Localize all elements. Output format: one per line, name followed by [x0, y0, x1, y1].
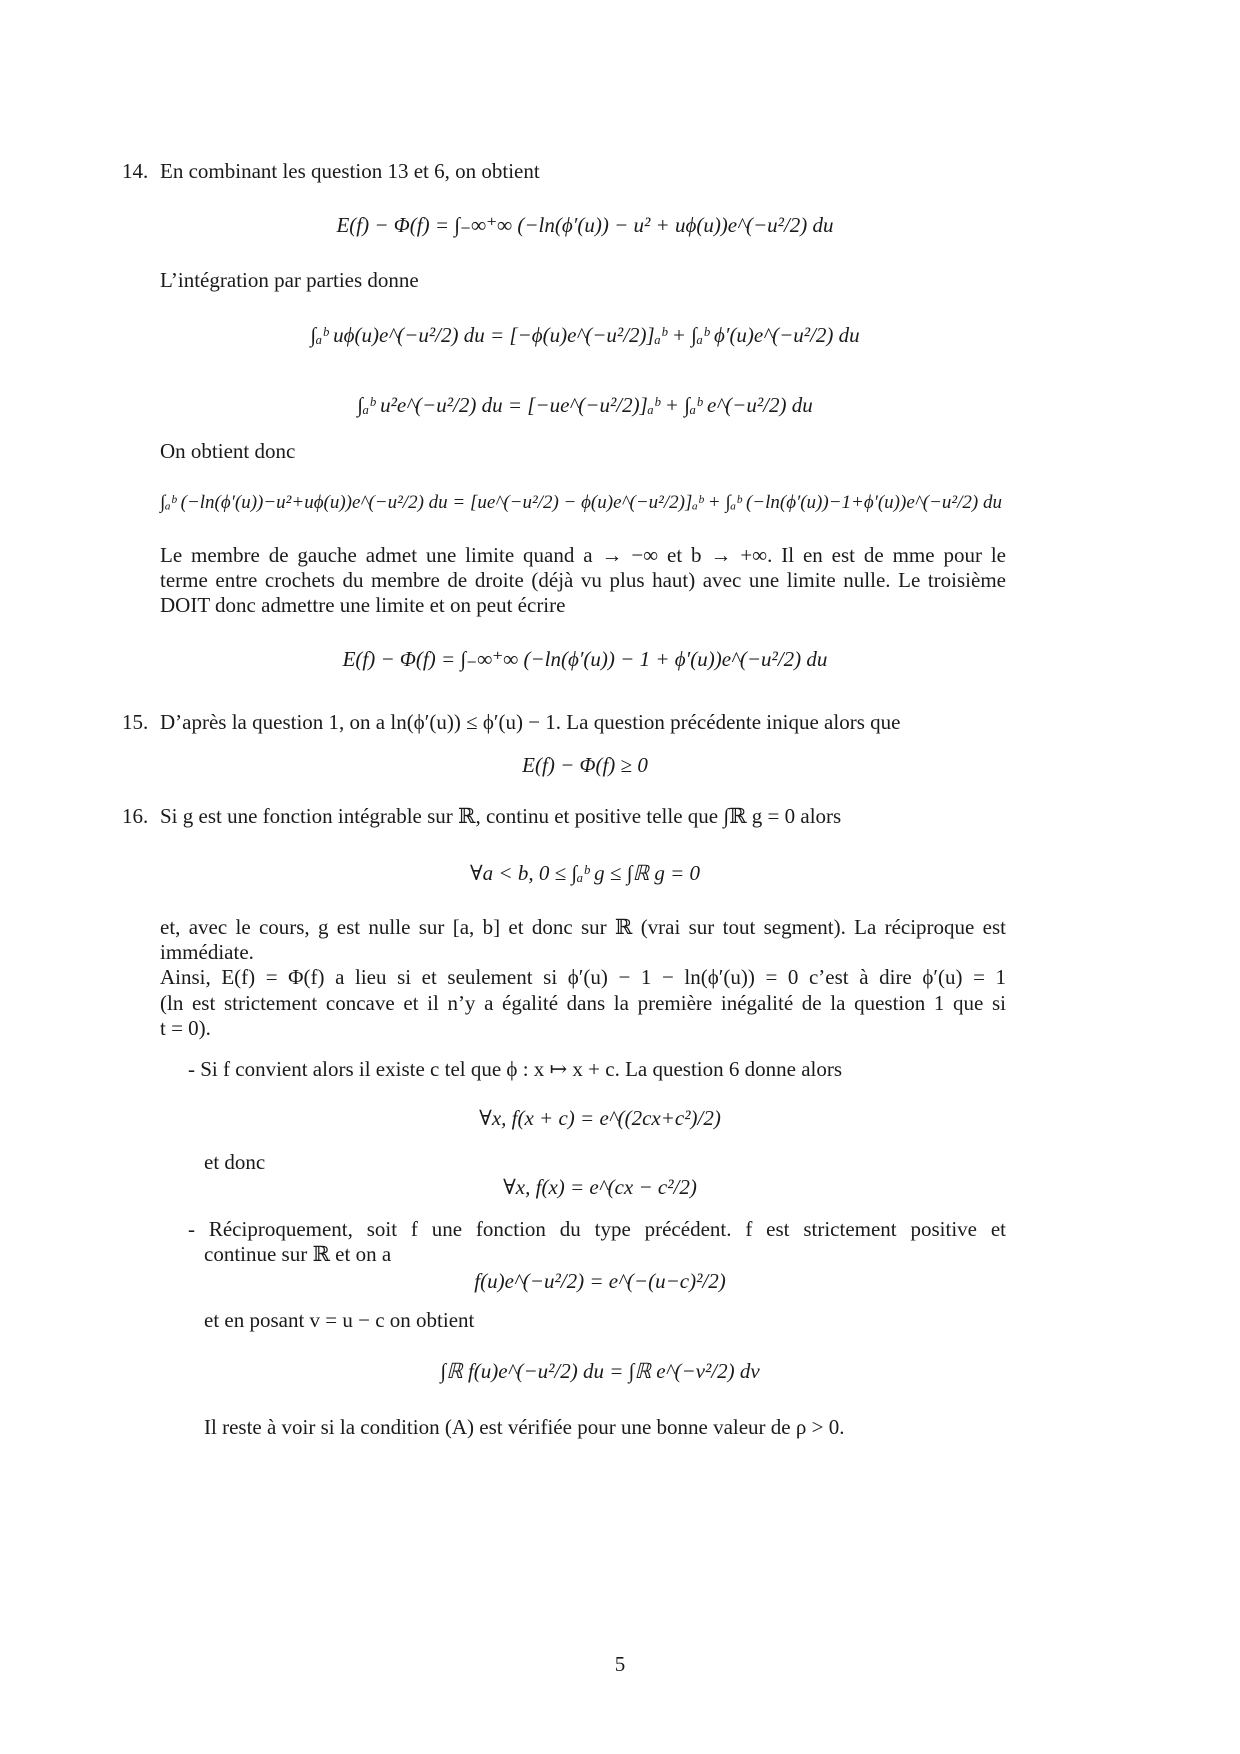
page-number: 5 — [614, 1652, 626, 1676]
bullet-2-posant: et en posant v = u − c on obtient — [204, 1308, 475, 1332]
item-14-donc-text: On obtient donc — [160, 439, 296, 463]
bullet-1-equation-2: ∀x, f(x) = e^(cx − c²/2) — [503, 1175, 697, 1199]
item-number-14: 14. — [122, 159, 149, 183]
bullet-2-equation-1: f(u)e^(−u²/2) = e^(−(u−c)²/2) — [474, 1269, 726, 1293]
item-14-paragraph-line-2: terme entre crochets du membre de droite (déjà vu plus haut) avec une limite nulle. Le troisième — [160, 568, 1006, 592]
item-14-intro: En combinant les question 13 et 6, on obtient — [160, 159, 540, 183]
bullet-1-text: - Si f convient alors il existe c tel que ϕ : x ↦ x + c. La question 6 donne alors — [188, 1057, 843, 1081]
equation-16-1: ∀a < b, 0 ≤ ∫ₐᵇ g ≤ ∫ℝ g = 0 — [470, 861, 700, 885]
item-16-intro: Si g est une fonction intégrable sur ℝ, continu et positive telle que ∫ℝ g = 0 alors — [160, 804, 842, 828]
equation-14-1: E(f) − Φ(f) = ∫₋∞⁺∞ (−ln(ϕ′(u)) − u² + uϕ(u))e^(−u²/2) du — [336, 213, 834, 237]
bullet-2-equation-2: ∫ℝ f(u)e^(−u²/2) du = ∫ℝ e^(−v²/2) dv — [440, 1359, 760, 1383]
equation-14-3: ∫ₐᵇ u²e^(−u²/2) du = [−ue^(−u²/2)]ₐᵇ + ∫ₐᵇ e^(−u²/2) du — [357, 393, 813, 417]
equation-15: E(f) − Φ(f) ≥ 0 — [522, 753, 648, 777]
bullet-2-line-2: continue sur ℝ et on a — [204, 1242, 392, 1266]
item-16-line-2: immédiate. — [160, 940, 254, 964]
equation-14-4: ∫ₐᵇ (−ln(ϕ′(u))−u²+uϕ(u))e^(−u²/2) du = [ue^(−u²/2) − ϕ(u)e^(−u²/2)]ₐᵇ + ∫ₐᵇ (−ln(ϕ′(u))−1+ϕ′(u))e^(−u²/2) du — [160, 492, 1002, 513]
item-16-line-5: t = 0). — [160, 1016, 211, 1040]
item-number-16: 16. — [122, 804, 149, 828]
equation-14-2: ∫ₐᵇ uϕ(u)e^(−u²/2) du = [−ϕ(u)e^(−u²/2)]ₐᵇ + ∫ₐᵇ ϕ′(u)e^(−u²/2) du — [310, 323, 860, 347]
bullet-2-line-1: - Réciproquement, soit f une fonction du type précédent. f est strictement positive et — [188, 1217, 1006, 1241]
item-16-line-1: et, avec le cours, g est nulle sur [a, b] et donc sur ℝ (vrai sur tout segment). La réciproque est — [160, 915, 1006, 939]
bullet-2-end: Il reste à voir si la condition (A) est vérifiée pour une bonne valeur de ρ > 0. — [204, 1415, 845, 1439]
item-number-15: 15. — [122, 710, 149, 734]
item-14-ipp-text: L’intégration par parties donne — [160, 268, 419, 292]
bullet-1-et-donc: et donc — [204, 1150, 266, 1174]
equation-14-5: E(f) − Φ(f) = ∫₋∞⁺∞ (−ln(ϕ′(u)) − 1 + ϕ′(u))e^(−u²/2) du — [342, 647, 828, 671]
item-16-line-4: (ln est strictement concave et il n’y a égalité dans la première inégalité de la question 1 que si — [160, 991, 1006, 1015]
item-14-paragraph-line-1: Le membre de gauche admet une limite quand a → −∞ et b → +∞. Il en est de mme pour le — [160, 543, 1006, 567]
item-16-line-3: Ainsi, E(f) = Φ(f) a lieu si et seulement si ϕ′(u) − 1 − ln(ϕ′(u)) = 0 c’est à dire ϕ′(u) = 1 — [160, 965, 1006, 989]
item-14-paragraph-line-3: DOIT donc admettre une limite et on peut écrire — [160, 593, 566, 617]
item-15-text: D’après la question 1, on a ln(ϕ′(u)) ≤ ϕ′(u) − 1. La question précédente inique alors que — [160, 710, 901, 734]
bullet-1-equation-1: ∀x, f(x + c) = e^((2cx+c²)/2) — [479, 1106, 721, 1130]
